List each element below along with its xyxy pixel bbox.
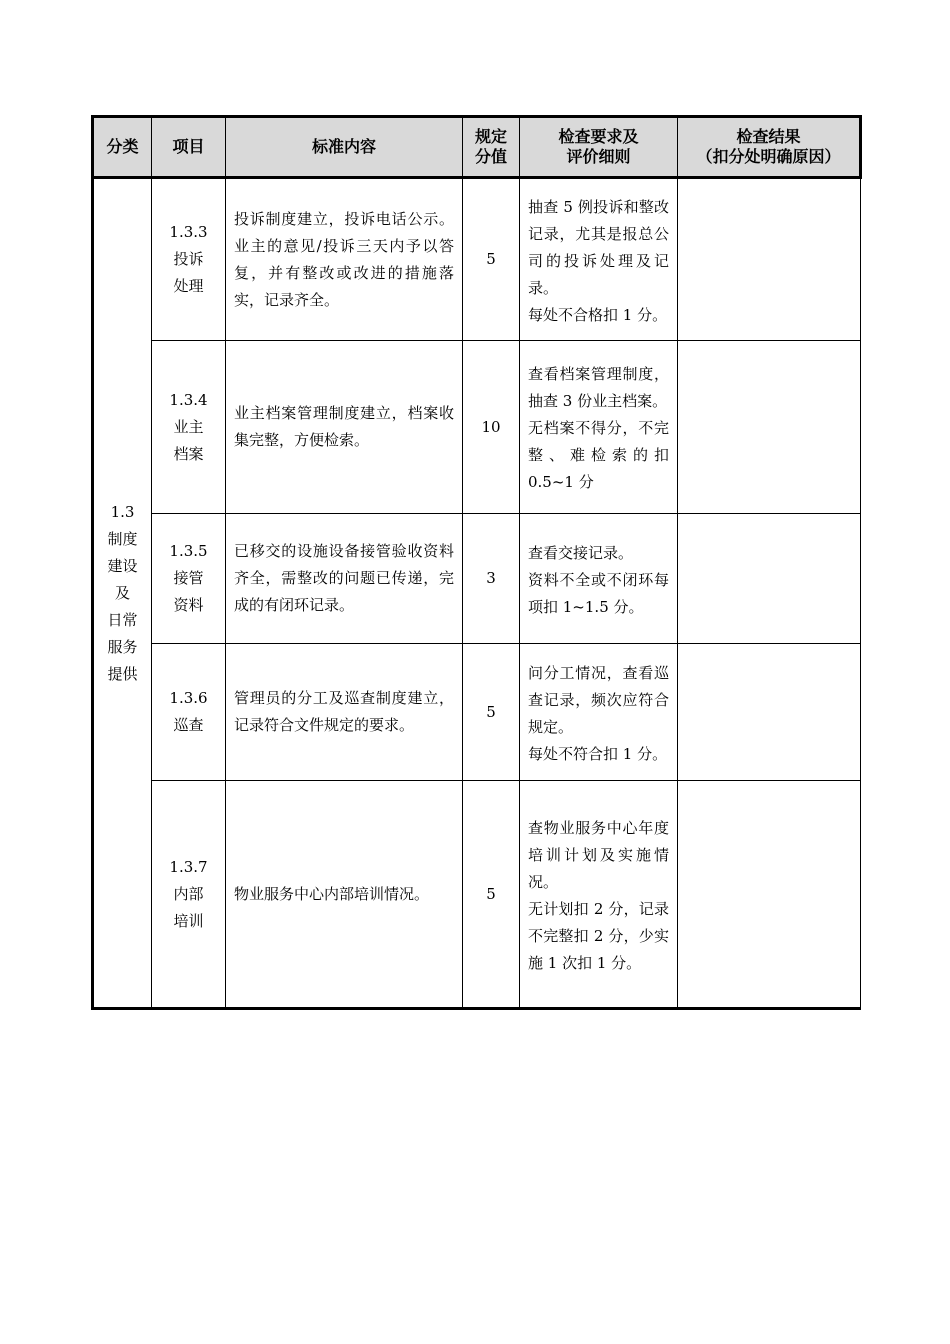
- result-cell[interactable]: [678, 514, 861, 644]
- header-content: 标准内容: [226, 117, 463, 178]
- content-cell: 管理员的分工及巡查制度建立，记录符合文件规定的要求。: [226, 644, 463, 781]
- item-cell: 1.3.6 巡查: [152, 644, 226, 781]
- item-cell: 1.3.3 投诉 处理: [152, 178, 226, 341]
- content-cell: 已移交的设施设备接管验收资料齐全，需整改的问题已传递，完成的有闭环记录。: [226, 514, 463, 644]
- header-category: 分类: [93, 117, 152, 178]
- requirements-cell: 抽查 5 例投诉和整改记录，尤其是报总公司的投诉处理及记录。 每处不合格扣 1 分。: [520, 178, 678, 341]
- header-item: 项目: [152, 117, 226, 178]
- score-cell: 5: [463, 178, 520, 341]
- table-row: [93, 341, 861, 514]
- header-result: 检查结果 （扣分处明确原因）: [678, 117, 861, 178]
- result-cell[interactable]: [678, 178, 861, 341]
- requirements-cell: 查看交接记录。 资料不全或不闭环每项扣 1~1.5 分。: [520, 514, 678, 644]
- requirements-cell: 查看档案管理制度，抽查 3 份业主档案。 无档案不得分，不完整、难检索的扣 0.5~1 分: [520, 341, 678, 514]
- content-cell: 业主档案管理制度建立，档案收集完整，方便检索。: [226, 341, 463, 514]
- table-row: [93, 514, 861, 644]
- inspection-table: [91, 115, 862, 1010]
- result-cell[interactable]: [678, 341, 861, 514]
- header-requirements: 检查要求及 评价细则: [520, 117, 678, 178]
- requirements-cell: 查物业服务中心年度培训计划及实施情况。 无计划扣 2 分，记录不完整扣 2 分，少实施 1 次扣 1 分。: [520, 781, 678, 1009]
- table-row: [93, 644, 861, 781]
- score-cell: 5: [463, 781, 520, 1009]
- content-cell: 投诉制度建立，投诉电话公示。业主的意见/投诉三天内予以答复，并有整改或改进的措施落实，记录齐全。: [226, 178, 463, 341]
- table-header-row: [93, 117, 861, 178]
- item-cell: 1.3.7 内部 培训: [152, 781, 226, 1009]
- content-cell: 物业服务中心内部培训情况。: [226, 781, 463, 1009]
- category-cell: 1.3 制度 建设 及 日常 服务 提供: [93, 178, 152, 1009]
- result-cell[interactable]: [678, 644, 861, 781]
- table-row: [93, 178, 861, 341]
- table-row: [93, 781, 861, 1009]
- score-cell: 10: [463, 341, 520, 514]
- item-cell: 1.3.5 接管 资料: [152, 514, 226, 644]
- item-cell: 1.3.4 业主 档案: [152, 341, 226, 514]
- header-score: 规定 分值: [463, 117, 520, 178]
- score-cell: 3: [463, 514, 520, 644]
- requirements-cell: 问分工情况，查看巡查记录，频次应符合规定。 每处不符合扣 1 分。: [520, 644, 678, 781]
- score-cell: 5: [463, 644, 520, 781]
- result-cell[interactable]: [678, 781, 861, 1009]
